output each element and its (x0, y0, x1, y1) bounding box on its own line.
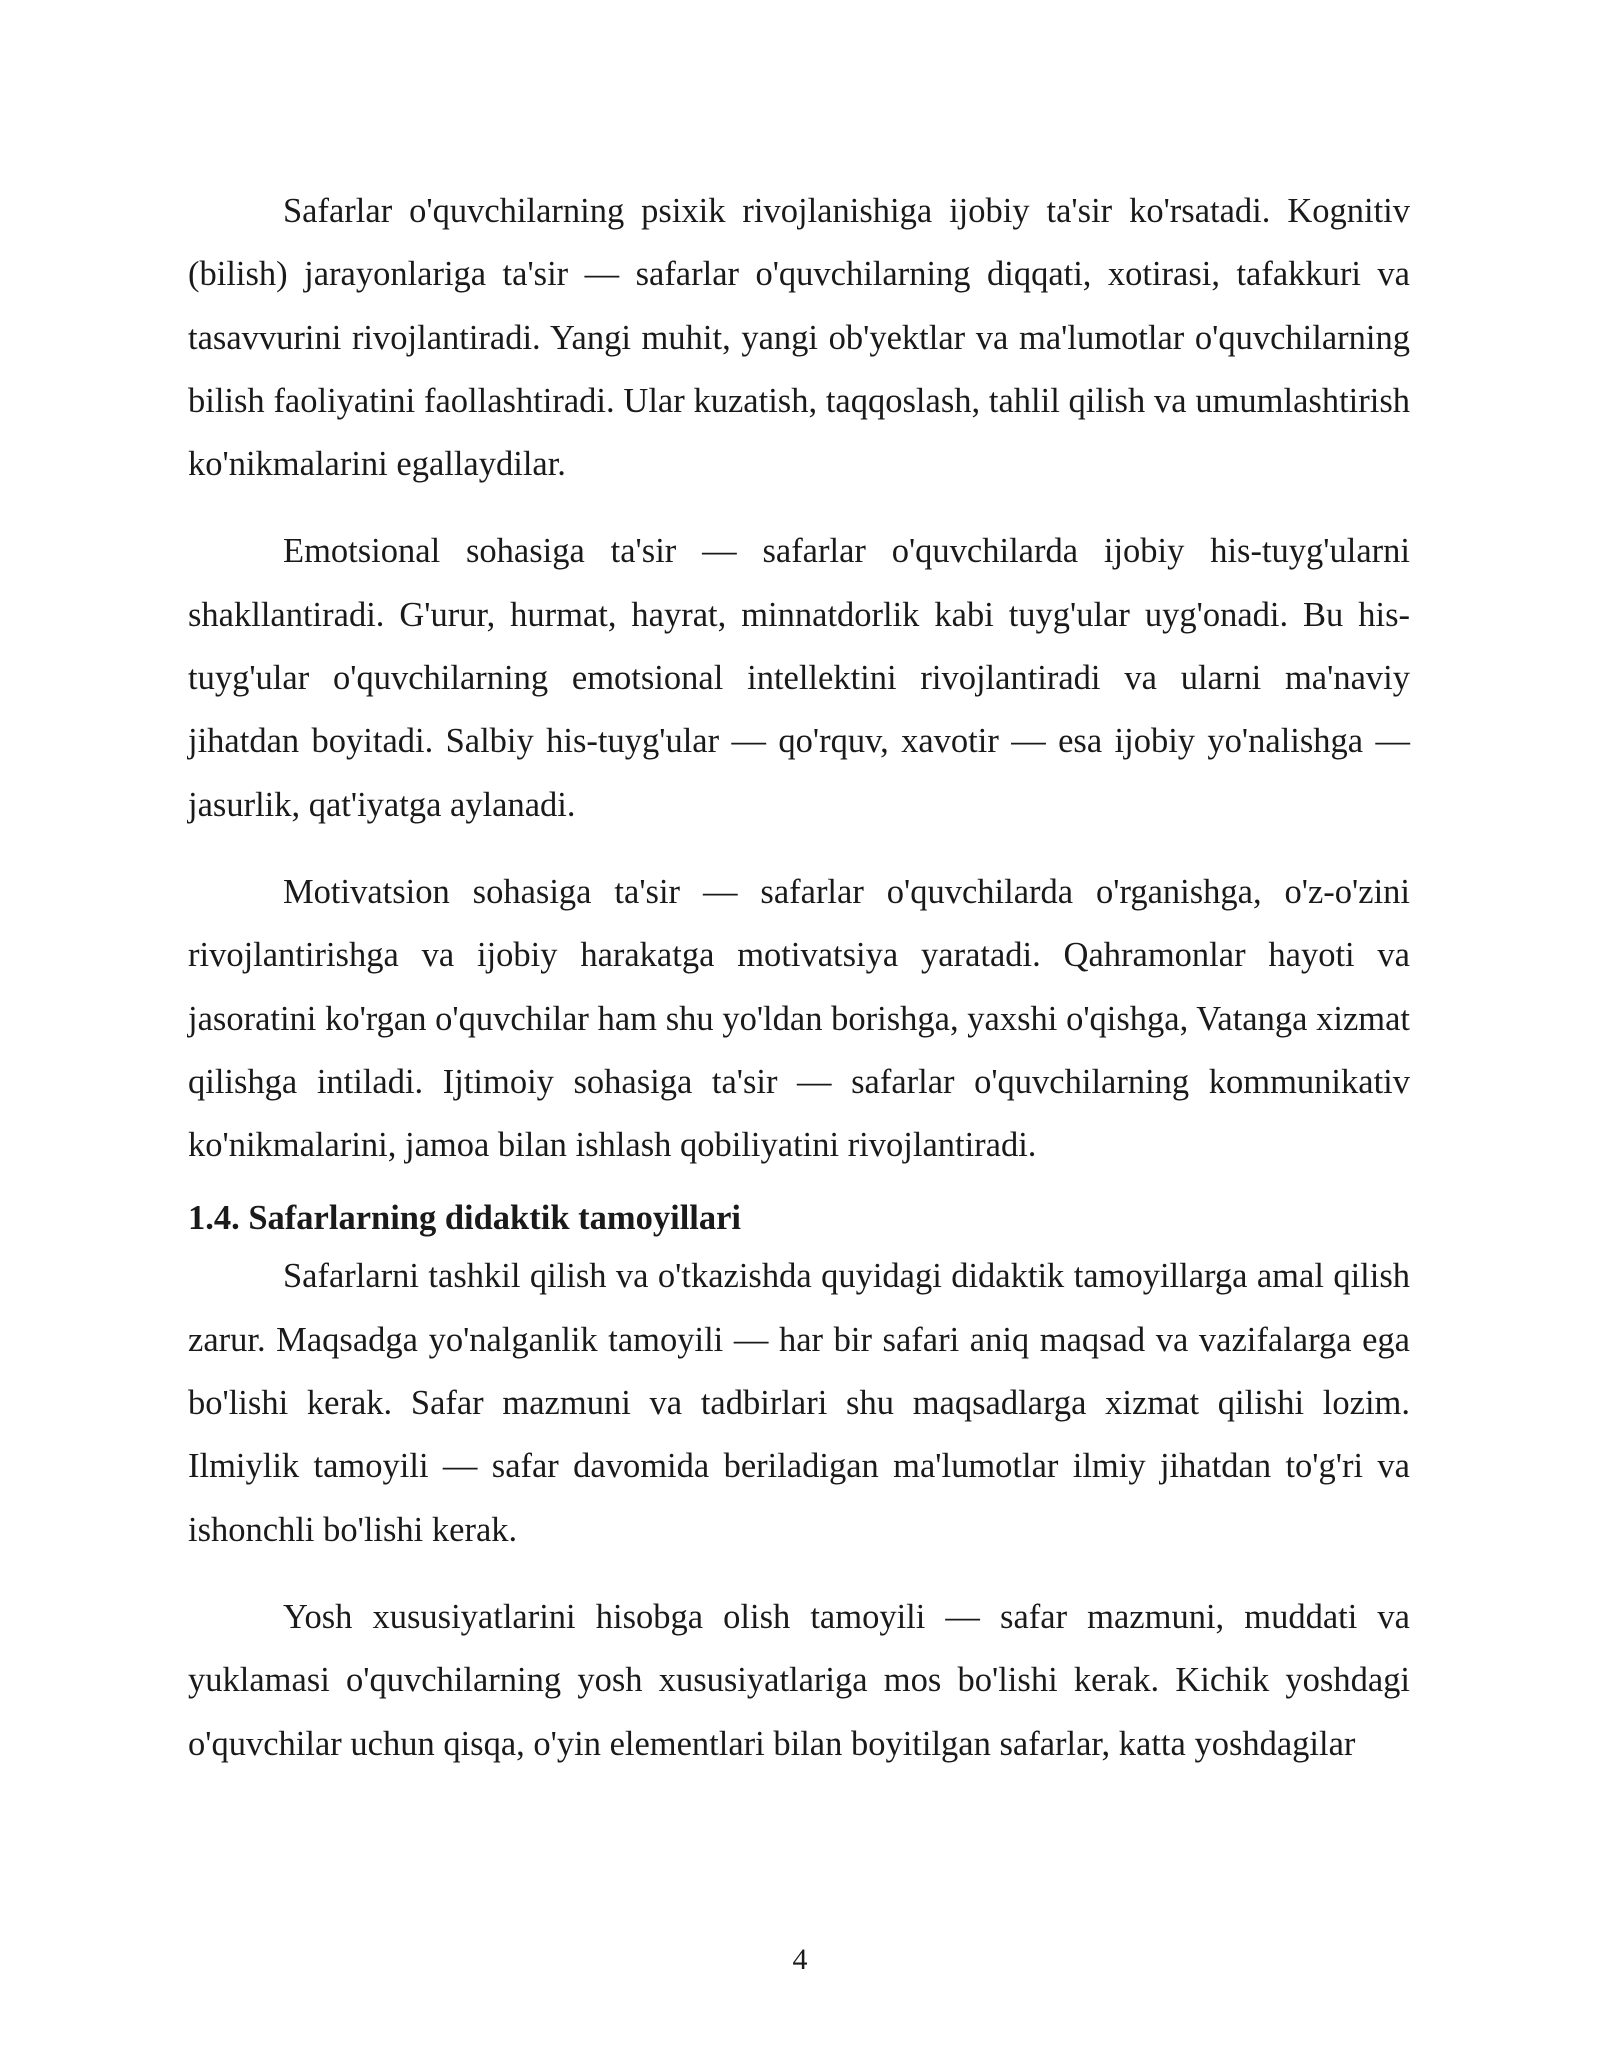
page-number: 4 (792, 1943, 808, 1976)
paragraph-cognitive: Safarlar o'quvchilarning psixik rivojlanishiga ijobiy ta'sir ko'rsatadi. Kognitiv (bilish) jarayonlariga ta'sir — safarlar o'quvchilarning diqqati, xotirasi, tafakkuri va tasavvurini rivojlantiradi. Yangi muhit, yangi ob'yektlar va ma'lumotlar o'quvchilarning bilish faoliyatini faollashtiradi. Ular kuzatish, taqqoslash, tahlil qilish va umumlashtirish ko'nikmalarini egallaydilar. (188, 192, 1410, 484)
page-body (188, 180, 1410, 1776)
section-heading: 1.4. Safarlarning didaktik tamoyillari (188, 1199, 742, 1238)
paragraph-motivational: Motivatsion sohasiga ta'sir — safarlar o'quvchilarda o'rganishga, o'z-o'zini rivojlantirishga va ijobiy harakatga motivatsiya yaratadi. Qahramonlar hayoti va jasoratini ko'rgan o'quvchilar ham shu yo'ldan borishga, yaxshi o'qishga, Vatanga xizmat qilishga intiladi. Ijtimoiy sohasiga ta'sir — safarlar o'quvchilarning kommunikativ ko'nikmalarini, jamoa bilan ishlash qobiliyatini rivojlantiradi. (188, 872, 1410, 1165)
paragraph-didactic-principles: Safarlarni tashkil qilish va o'tkazishda quyidagi didaktik tamoyillarga amal qilish zarur. Maqsadga yo'nalganlik tamoyili — har bir safari aniq maqsad va vazifalarga ega bo'lishi kerak. Safar mazmuni va tadbirlari shu maqsadlarga xizmat qilishi lozim. Ilmiylik tamoyili — safar davomida beriladigan ma'lumotlar ilmiy jihatdan to'g'ri va ishonchli bo'lishi kerak. (188, 1257, 1410, 1549)
paragraph-emotional: Emotsional sohasiga ta'sir — safarlar o'quvchilarda ijobiy his-tuyg'ularni shakllantiradi. G'urur, hurmat, hayrat, minnatdorlik kabi tuyg'ular uyg'onadi. Bu his-tuyg'ular o'quvchilarning emotsional intellektini rivojlantiradi va ularni ma'naviy jihatdan boyitadi. Salbiy his-tuyg'ular — qo'rquv, xavotir — esa ijobiy yo'nalishga — jasurlik, qat'iyatga aylanadi. (188, 532, 1410, 824)
paragraph-age-principle: Yosh xususiyatlarini hisobga olish tamoyili — safar mazmuni, muddati va yuklamasi o'quvchilarning yosh xususiyatlariga mos bo'lishi kerak. Kichik yoshdagi o'quvchilar uchun qisqa, o'yin elementlari bilan boyitilgan safarlar, katta yoshdagilar (188, 1597, 1410, 1763)
